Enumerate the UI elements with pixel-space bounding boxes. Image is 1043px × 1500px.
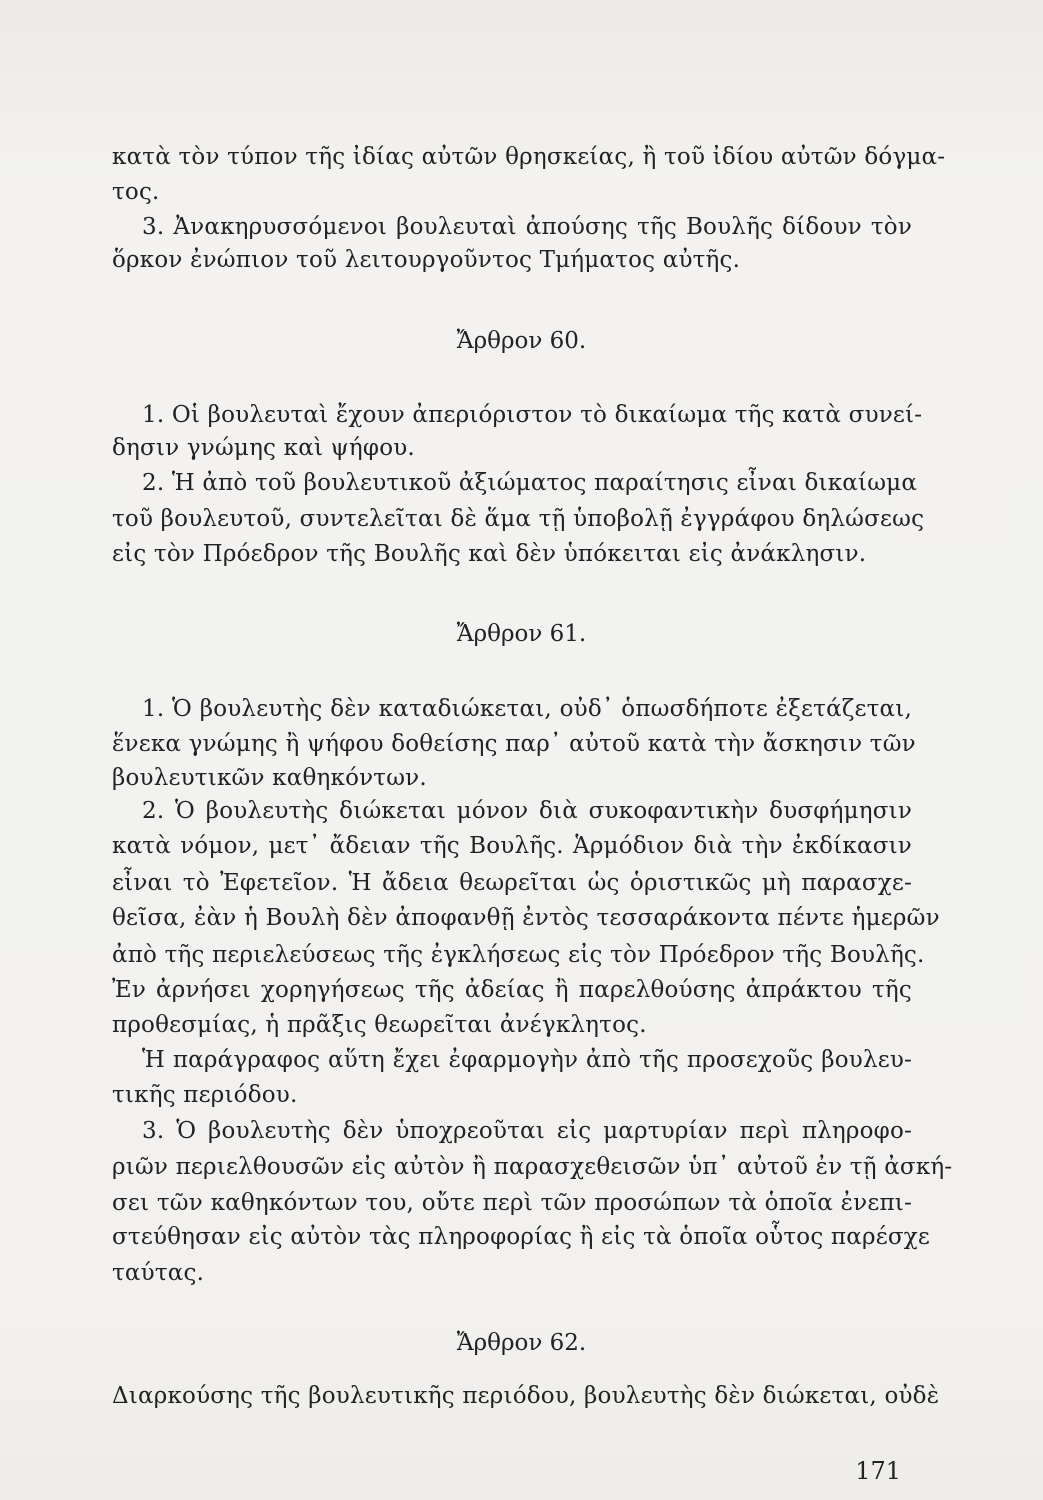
article-heading-62: Ἄρθρον 62. bbox=[456, 1330, 587, 1356]
article-heading-60: Ἄρθρον 60. bbox=[456, 328, 587, 354]
text-line: εἰς τὸν Πρόεδρον τῆς Βουλῆς καὶ δὲν ὑπόκειται εἰς ἀνάκλησιν. bbox=[112, 541, 867, 567]
text-line: ριῶν περιελθουσῶν εἰς αὐτὸν ἢ παρασχεθεισῶν ὑπ᾽ αὐτοῦ ἐν τῇ ἀσκή- bbox=[112, 1154, 953, 1180]
text-line: ταύτας. bbox=[112, 1260, 205, 1286]
text-line: ὅρκον ἐνώπιον τοῦ λειτουργοῦντος Τμήματος αὐτῆς. bbox=[112, 247, 741, 273]
text-line: Διαρκούσης τῆς βουλευτικῆς περιόδου, βουλευτὴς δὲν διώκεται, οὐδὲ bbox=[112, 1383, 940, 1409]
text-line: 3. Ἀνακηρυσσόμενοι βουλευταὶ ἀπούσης τῆς Βουλῆς δίδουν τὸν bbox=[142, 214, 912, 240]
text-line: 1. Ὁ βουλευτὴς δὲν καταδιώκεται, οὐδ᾽ ὁπωσδήποτε ἐξετάζεται, bbox=[142, 696, 912, 722]
text-line: 3. Ὁ βουλευτὴς δὲν ὑποχρεοῦται εἰς μαρτυρίαν περὶ πληροφο- bbox=[142, 1118, 912, 1144]
article-heading-61: Ἄρθρον 61. bbox=[456, 621, 587, 647]
text-line: τοῦ βουλευτοῦ, συντελεῖται δὲ ἅμα τῇ ὑποβολῇ ἐγγράφου δηλώσεως bbox=[112, 506, 925, 532]
text-line: κατὰ τὸν τύπον τῆς ἰδίας αὐτῶν θρησκείας, ἢ τοῦ ἰδίου αὐτῶν δόγμα- bbox=[112, 144, 946, 170]
text-line: Ἐν ἀρνήσει χορηγήσεως τῆς ἀδείας ἢ παρελθούσης ἀπράκτου τῆς bbox=[112, 977, 912, 1003]
text-line: 2. Ἡ ἀπὸ τοῦ βουλευτικοῦ ἀξιώματος παραίτησις εἶναι δικαίωμα bbox=[142, 470, 918, 496]
page-number: 171 bbox=[855, 1457, 901, 1485]
text-line: τος. bbox=[112, 179, 160, 205]
text-line: δησιν γνώμης καὶ ψήφου. bbox=[112, 435, 415, 461]
text-line: 1. Οἱ βουλευταὶ ἔχουν ἀπεριόριστον τὸ δικαίωμα τῆς κατὰ συνεί- bbox=[142, 402, 923, 428]
text-line: ἀπὸ τῆς περιελεύσεως τῆς ἐγκλήσεως εἰς τὸν Πρόεδρον τῆς Βουλῆς. bbox=[112, 942, 925, 968]
text-line: κατὰ νόμον, μετ᾽ ἄδειαν τῆς Βουλῆς. Ἁρμόδιον διὰ τὴν ἐκδίκασιν bbox=[112, 833, 912, 859]
text-line: τικῆς περιόδου. bbox=[112, 1082, 298, 1108]
text-line: Ἡ παράγραφος αὕτη ἔχει ἐφαρμογὴν ἀπὸ τῆς προσεχοῦς βουλευ- bbox=[142, 1047, 912, 1073]
text-line: προθεσμίας, ἡ πρᾶξις θεωρεῖται ἀνέγκλητος. bbox=[112, 1012, 647, 1038]
text-line: θεῖσα, ἐὰν ἡ Βουλὴ δὲν ἀποφανθῇ ἐντὸς τεσσαράκοντα πέντε ἡμερῶν bbox=[112, 905, 940, 931]
text-line: 2. Ὁ βουλευτὴς διώκεται μόνον διὰ συκοφαντικὴν δυσφήμησιν bbox=[142, 798, 912, 824]
text-line: στεύθησαν εἰς αὐτὸν τὰς πληροφορίας ἢ εἰς τὰ ὁποῖα οὗτος παρέσχε bbox=[112, 1224, 930, 1250]
text-line: σει τῶν καθηκόντων του, οὔτε περὶ τῶν προσώπων τὰ ὁποῖα ἐνεπι- bbox=[112, 1190, 912, 1216]
text-line: βουλευτικῶν καθηκόντων. bbox=[112, 765, 427, 791]
text-line: ἕνεκα γνώμης ἢ ψήφου δοθείσης παρ᾽ αὐτοῦ κατὰ τὴν ἄσκησιν τῶν bbox=[112, 731, 916, 757]
text-line: εἶναι τὸ Ἐφετεῖον. Ἡ ἄδεια θεωρεῖται ὡς ὁριστικῶς μὴ παρασχε- bbox=[112, 870, 912, 896]
